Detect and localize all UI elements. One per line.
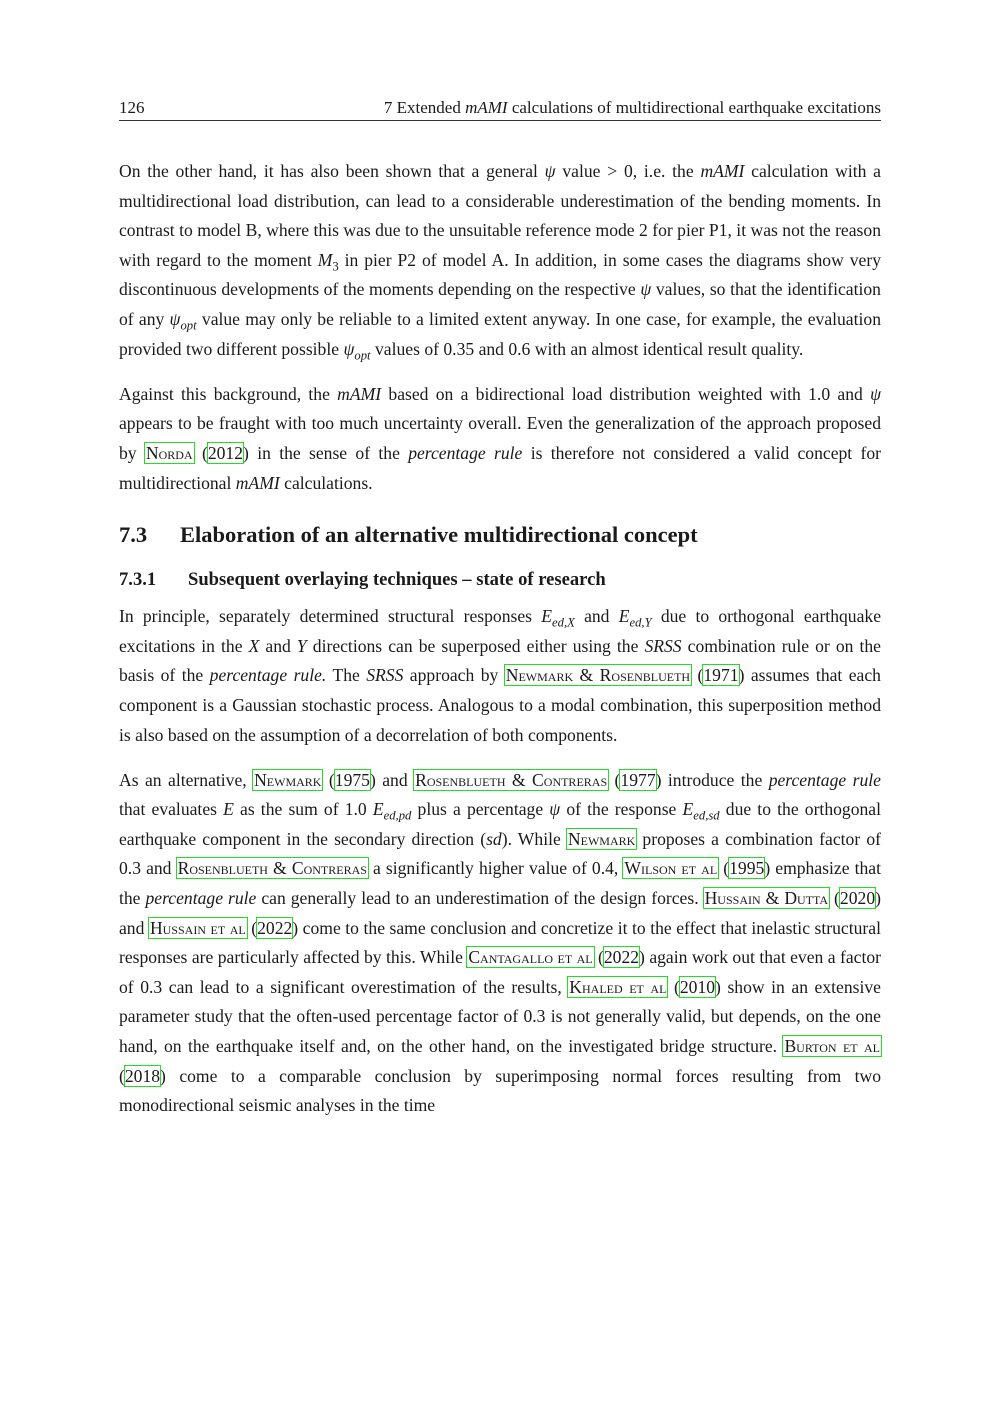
- paragraph-percentage-rule: As an alternative, Newmark (1975) and Rosenblueth & Contreras (1977) introduce the percentage rule that evaluates E as the sum of 1.0 $E_{ed,pd}$ plus a percentage ψ of the response $E_{ed,sd}$ due to the orthogonal earthquake component in the secondary direction (sd). While Newmark proposes a combination factor of 0.3 and Rosenblueth & Contreras a significantly higher value of 0.4, Wilson et al (1995) emphasize that the percentage rule can generally lead to an underestimation of the design forces. Hussain & Dutta (2020) and Hussain et al (2022) come to the same conclusion and concretize it to the effect that inelastic structural responses are particularly affected by this. While Cantagallo et al (2022) again work out that even a factor of 0.3 can lead to a significant overestimation of the results, Khaled et al (2010) show in an extensive parameter study that the often-used percentage factor of 0.3 is not generally valid, but depends, on the one hand, on the earthquake itself and, on the other hand, on the investigated bridge structure. Burton et al (2018) come to a comparable conclusion by superimposing normal forces resulting from two monodirectional seismic analyses in the time: [119, 769, 881, 1116]
- citation-year-link[interactable]: 2010: [679, 976, 716, 997]
- citation-year-link[interactable]: 1975: [334, 769, 370, 790]
- subsection-heading: 7.3.1 Subsequent overlaying techniques – state of research: [119, 569, 606, 591]
- citation-link-hussain-dutta[interactable]: Hussain & Dutta: [704, 888, 829, 909]
- citation-year-link[interactable]: 2022: [257, 917, 293, 938]
- citation-year-link[interactable]: 1977: [620, 769, 656, 790]
- page-number: 126: [119, 98, 145, 117]
- citation-link-rosenblueth-contreras[interactable]: Rosenblueth & Contreras: [415, 769, 608, 790]
- citation-link-newmark[interactable]: Newmark: [567, 828, 636, 849]
- citation-year-link[interactable]: 2022: [603, 947, 640, 968]
- citation-link-newmark-rosenblueth[interactable]: Newmark & Rosenblueth: [505, 665, 691, 686]
- citation-year-link[interactable]: 2012: [207, 442, 244, 463]
- paragraph-psi-discussion: On the other hand, it has also been shown that a general ψ value > 0, i.e. the mAMI calculation with a multidirectional load distribution, can lead to a considerable underestimation of the bending moments. In contrast to model B, where this was due to the unsuitable reference mode 2 for pier P1, it was not the reason with regard to the moment $M_3$ in pier P2 of model A. In addition, in some cases the diagrams show very discontinuous developments of the moments depending on the respective ψ values, so that the identification of any $\psi_{opt}$ value may only be reliable to a limited extent anyway. In one case, for example, the evaluation provided two different possible $\psi_{opt}$ values of 0.35 and 0.6 with an almost identical result quality.: [119, 161, 881, 363]
- paragraph-srss: In principle, separately determined structural responses $E_{ed,X}$ and $E_{ed,Y}$ due to orthogonal earthquake excitations in the X and Y directions can be superposed either using the SRSS combination rule or on the basis of the percentage rule. The SRSS approach by Newmark & Rosenblueth (1971) assumes that each component is a Gaussian stochastic process. Analogous to a modal combination, this superposition method is also based on the assumption of a decorrelation of both components.: [119, 606, 881, 745]
- citation-year-link[interactable]: 2020: [839, 888, 876, 909]
- citation-link-khaled[interactable]: Khaled et al: [569, 976, 667, 997]
- citation-link-norda[interactable]: Norda: [145, 442, 193, 463]
- citation-link-cantagallo[interactable]: Cantagallo et al: [468, 947, 593, 968]
- section-heading: 7.3 Elaboration of an alternative multidirectional concept: [119, 522, 698, 548]
- page-header: [119, 96, 881, 121]
- citation-link-newmark[interactable]: Newmark: [254, 769, 322, 790]
- citation-year-link[interactable]: 2018: [124, 1065, 161, 1086]
- citation-link-hussain[interactable]: Hussain et al: [149, 917, 246, 938]
- citation-link-wilson[interactable]: Wilson et al: [624, 858, 718, 879]
- citation-link-rosenblueth-contreras[interactable]: Rosenblueth & Contreras: [177, 858, 367, 879]
- citation-year-link[interactable]: 1971: [703, 665, 739, 686]
- running-title: 7 Extended mAMI calculations of multidirectional earthquake excitations: [383, 98, 881, 117]
- citation-year-link[interactable]: 1995: [729, 858, 765, 879]
- page-body: [119, 157, 881, 1136]
- paragraph-background: Against this background, the mAMI based on a bidirectional load distribution weighted with 1.0 and ψ appears to be fraught with too much uncertainty overall. Even the generalization of the approach proposed by Norda (2012) in the sense of the percentage rule is therefore not considered a valid concept for multidirectional mAMI calculations.: [119, 383, 882, 493]
- citation-link-burton[interactable]: Burton et al: [784, 1036, 880, 1057]
